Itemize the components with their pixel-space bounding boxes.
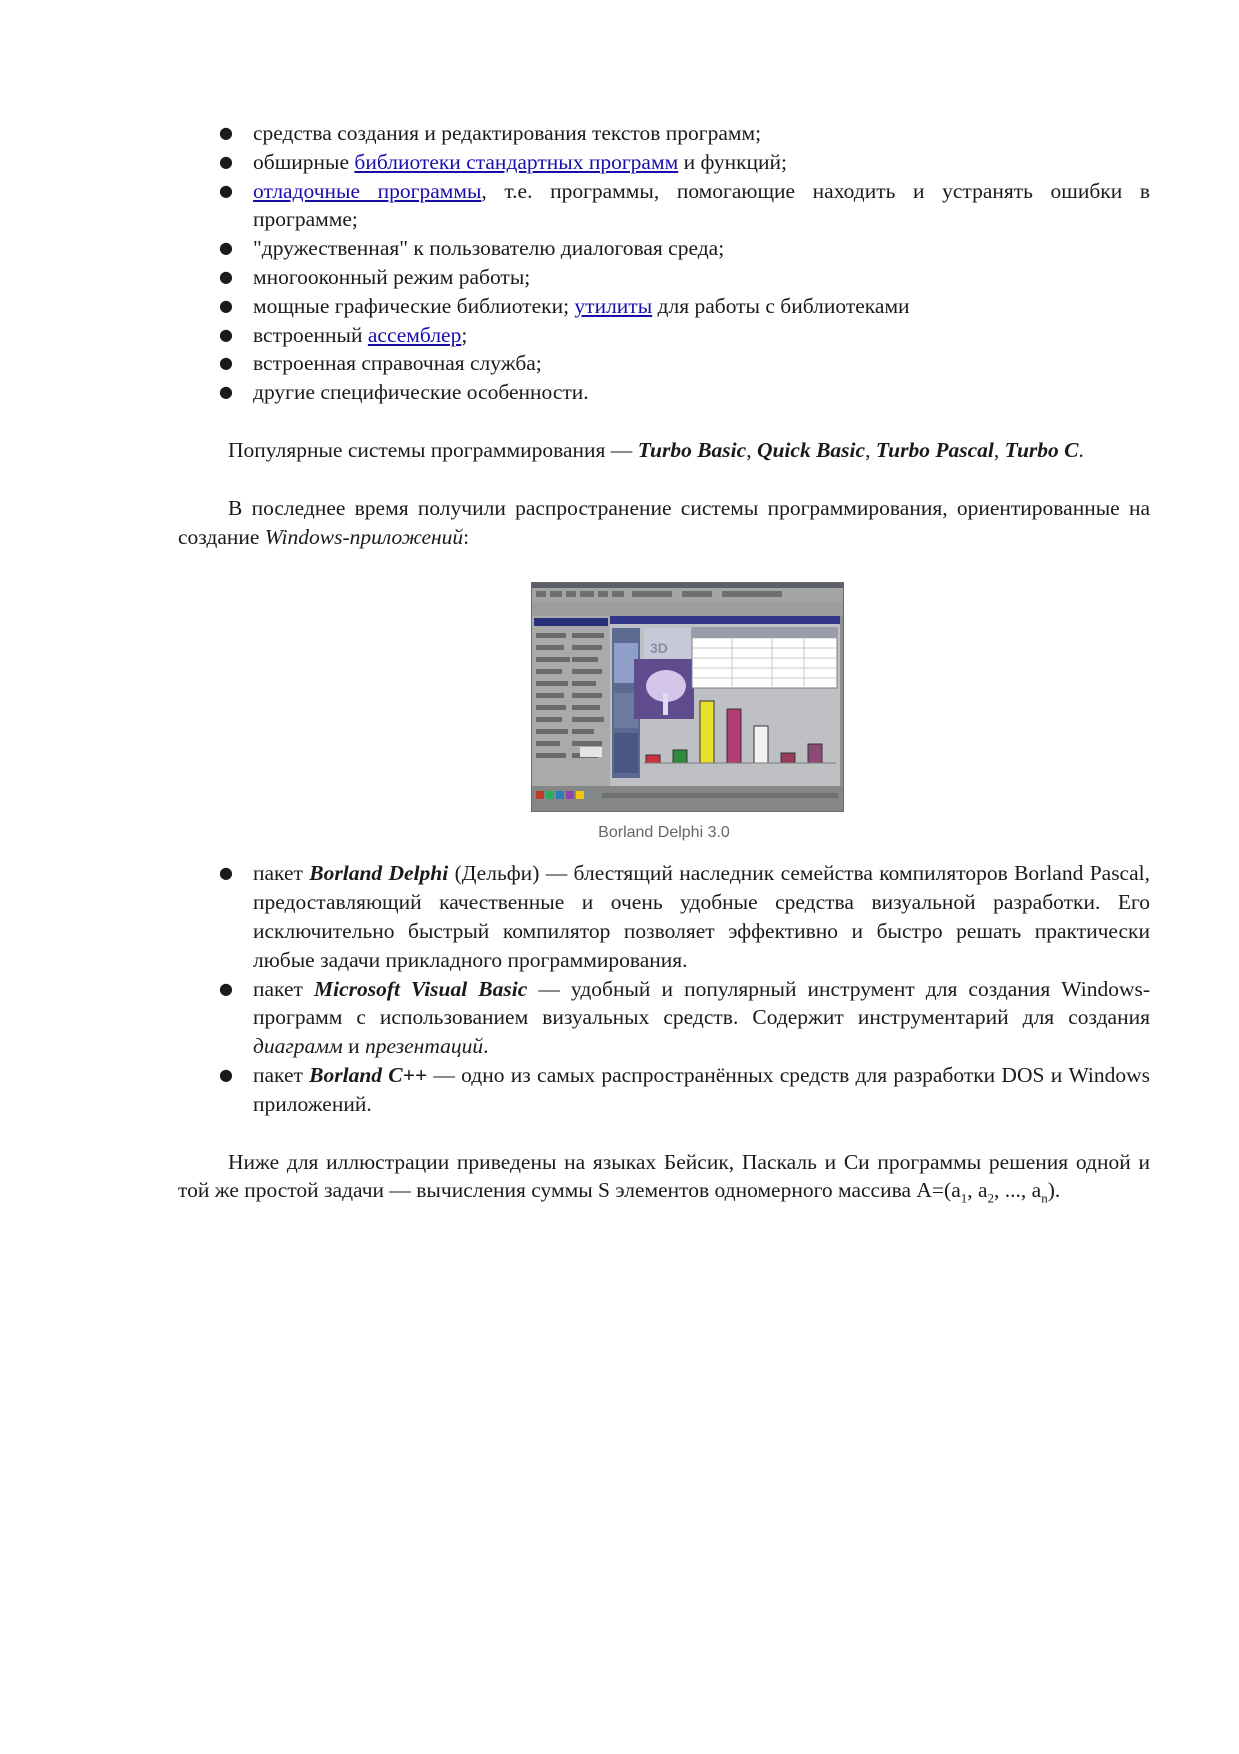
features-list [178,119,1150,407]
bullet-icon: ● [219,353,233,373]
list-item: ● многооконный режим работы; [178,263,1150,292]
package-name: Borland C++ [309,1062,428,1087]
chart-bar [646,755,660,763]
turbo-c-term: Turbo C [1004,437,1079,462]
bullet-icon: ● [219,863,233,883]
bullet-icon: ● [219,123,233,142]
document-page [178,119,1150,1205]
list-item: ● обширные библиотеки стандартных программ и функций; [178,148,1150,177]
bullet-icon: ● [219,151,233,171]
svg-text:3D: 3D [650,640,668,657]
example-intro-paragraph: Ниже для иллюстрации приведены на языках Бейсик, Паскаль и Си программы решения одной и той же простой задачи — вычисления суммы S элементов одномерного массива $A=(a_1$, $a_2$, ..., $a_n$). [178,1149,1150,1206]
figure-caption: Borland Delphi 3.0 [598,824,730,842]
popular-systems-paragraph: Популярные системы программирования — Turbo Basic, Quick Basic, Turbo Pascal, Turbo C. [228,437,1084,462]
list-item: ● другие специфические особенности. [178,378,1150,407]
utilities-link[interactable]: утилиты [574,293,653,318]
chart-bar [673,750,687,763]
turbo-pascal-term: Turbo Pascal [875,437,994,462]
bullet-icon: ● [219,382,233,402]
package-name: Microsoft Visual Basic [313,976,528,1001]
package-name: Borland Delphi [309,861,449,886]
list-item: ● пакет Microsoft Visual Basic — удобный и популярный инструмент для создания Windows-программ с использованием визуальных средств. Содержит инструментарий для создания диаграмм и презентаций. [219,976,1150,1059]
chart-bar [754,726,768,763]
bullet-icon: ● [219,324,233,344]
delphi-ide-picture [532,583,844,812]
packages-list [178,859,1150,1118]
figure [178,551,1150,859]
bullet-icon: ● [219,266,233,286]
chart-bar [781,753,795,763]
chart-bar [727,709,741,763]
list-item: ● встроенный ассемблер; [178,321,1150,350]
bullet-icon: ● [219,295,233,315]
delphi-screenshot [531,582,844,812]
list-item: ● средства создания и редактирования текстов программ; [178,119,1150,148]
bullet-icon: ● [219,180,233,200]
assembler-link[interactable]: ассемблер [367,322,462,347]
bullet-icon: ● [219,1064,233,1084]
chart-bar [808,744,822,763]
list-item: ● отладочные программы, т.е. программы, помогающие находить и устранять ошибки в программе; [219,178,1151,232]
list-item: ● мощные графические библиотеки; утилиты для работы с библиотеками [178,292,1150,321]
list-item: ● пакет Borland C++ — одно из самых распространённых средств для разработки DOS и Windows приложений. [219,1062,1150,1116]
windows-apps-term: Windows-приложений [264,524,464,549]
turbo-basic-term: Turbo Basic [637,437,747,462]
bullet-icon: ● [219,238,233,258]
recent-paragraph: В последнее время получили распространение системы программирования, ориентированные на создание Windows-приложений: [178,495,1150,549]
standard-libraries-link[interactable]: библиотеки стандартных программ [354,149,679,174]
list-item: ● "дружественная" к пользователю диалоговая среда; [178,234,1150,263]
bullet-icon: ● [219,978,233,998]
list-item: ● пакет Borland Delphi (Дельфи) — блестящий наследник семейства компиляторов Borland Pascal, предоставляющий качественные и очень удобные средства визуальной разработки. Его исключительно быстрый компилятор позволяет эффективно и быстро решать практически любые задачи прикладного программирования. [219,861,1150,972]
debugger-programs-link[interactable]: отладочные программы [253,178,482,203]
list-item: ● встроенная справочная служба; [178,349,1150,378]
quick-basic-term: Quick Basic [756,437,866,462]
chart-bar [700,701,714,763]
